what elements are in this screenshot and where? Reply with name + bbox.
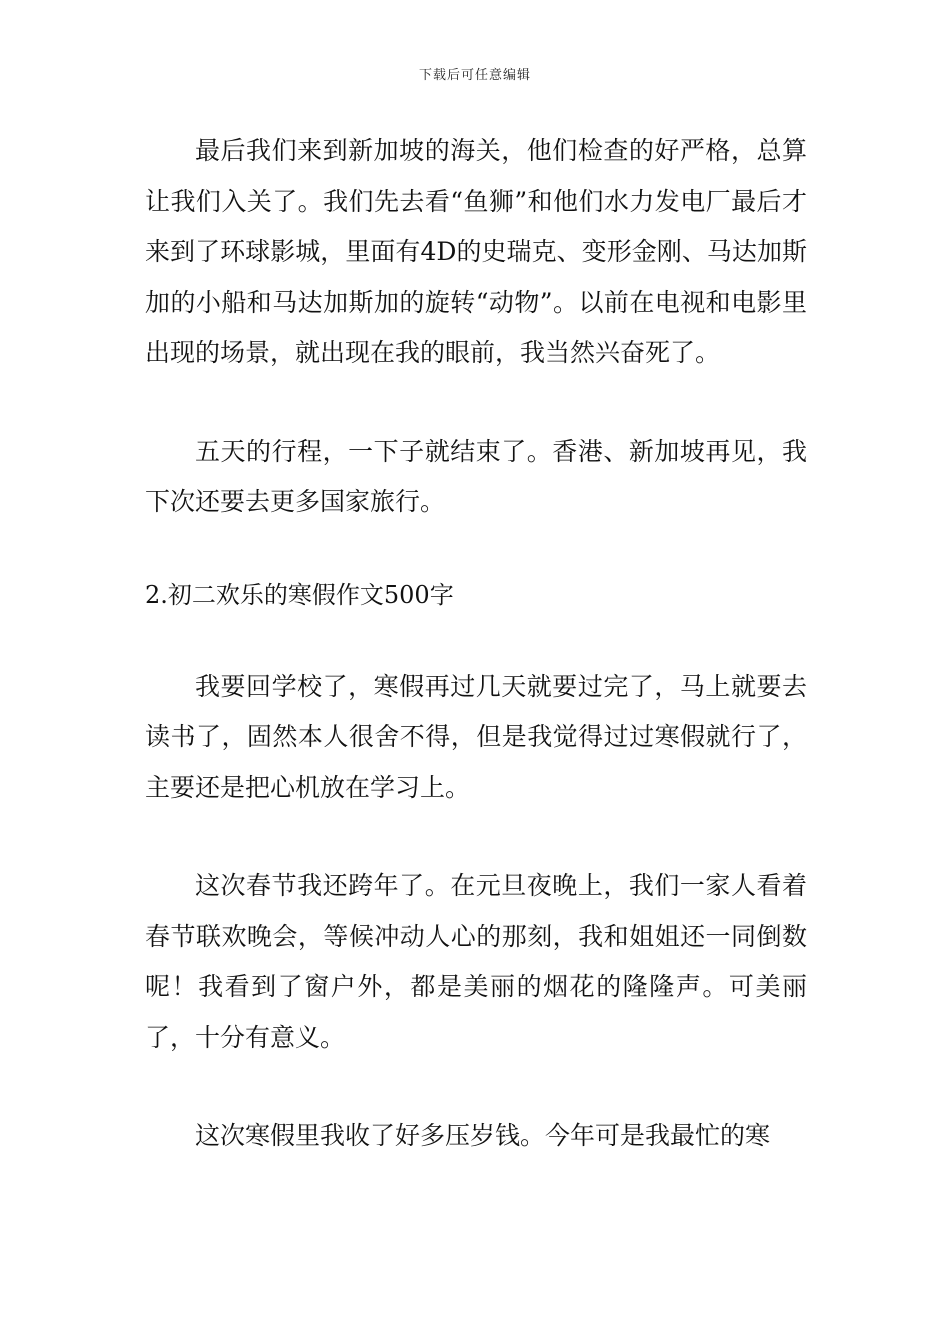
paragraph-gap — [145, 620, 807, 662]
document-body — [145, 126, 807, 1162]
paragraph-gap — [145, 528, 807, 570]
header-note: 下载后可任意编辑 — [418, 68, 531, 83]
paragraph-spring-festival: 这次春节我还跨年了。在元旦夜晚上，我们一家人看着春节联欢晚会，等候冲动人心的那刻，我和姐姐还一同倒数呢！我看到了窗户外，都是美丽的烟花的隆隆声。可美丽了，十分有意义。 — [145, 871, 807, 1052]
paragraph-gap — [145, 813, 807, 861]
paragraph-gap — [145, 1063, 807, 1111]
paragraph-trip-end: 五天的行程，一下子就结束了。香港、新加坡再见，我下次还要去更多国家旅行。 — [145, 436, 807, 516]
paragraph-gap — [145, 379, 807, 427]
paragraph-back-to-school: 我要回学校了，寒假再过几天就要过完了，马上就要去读书了，固然本人很舍不得，但是我觉得过过寒假就行了，主要还是把心机放在学习上。 — [145, 671, 807, 802]
section-heading: 2.初二欢乐的寒假作文500字 — [145, 580, 454, 609]
paragraph-lucky-money: 这次寒假里我收了好多压岁钱。今年可是我最忙的寒 — [195, 1121, 771, 1150]
paragraph-singapore-customs: 最后我们来到新加坡的海关，他们检查的好严格，总算让我们入关了。我们先去看“鱼狮”和他们水力发电厂最后才来到了环球影城，里面有4D的史瑞克、变形金刚、马达加斯加的小船和马达加斯加的旋转“动物”。以前在电视和电影里出现的场景，就出现在我的眼前，我当然兴奋死了。 — [145, 136, 807, 367]
